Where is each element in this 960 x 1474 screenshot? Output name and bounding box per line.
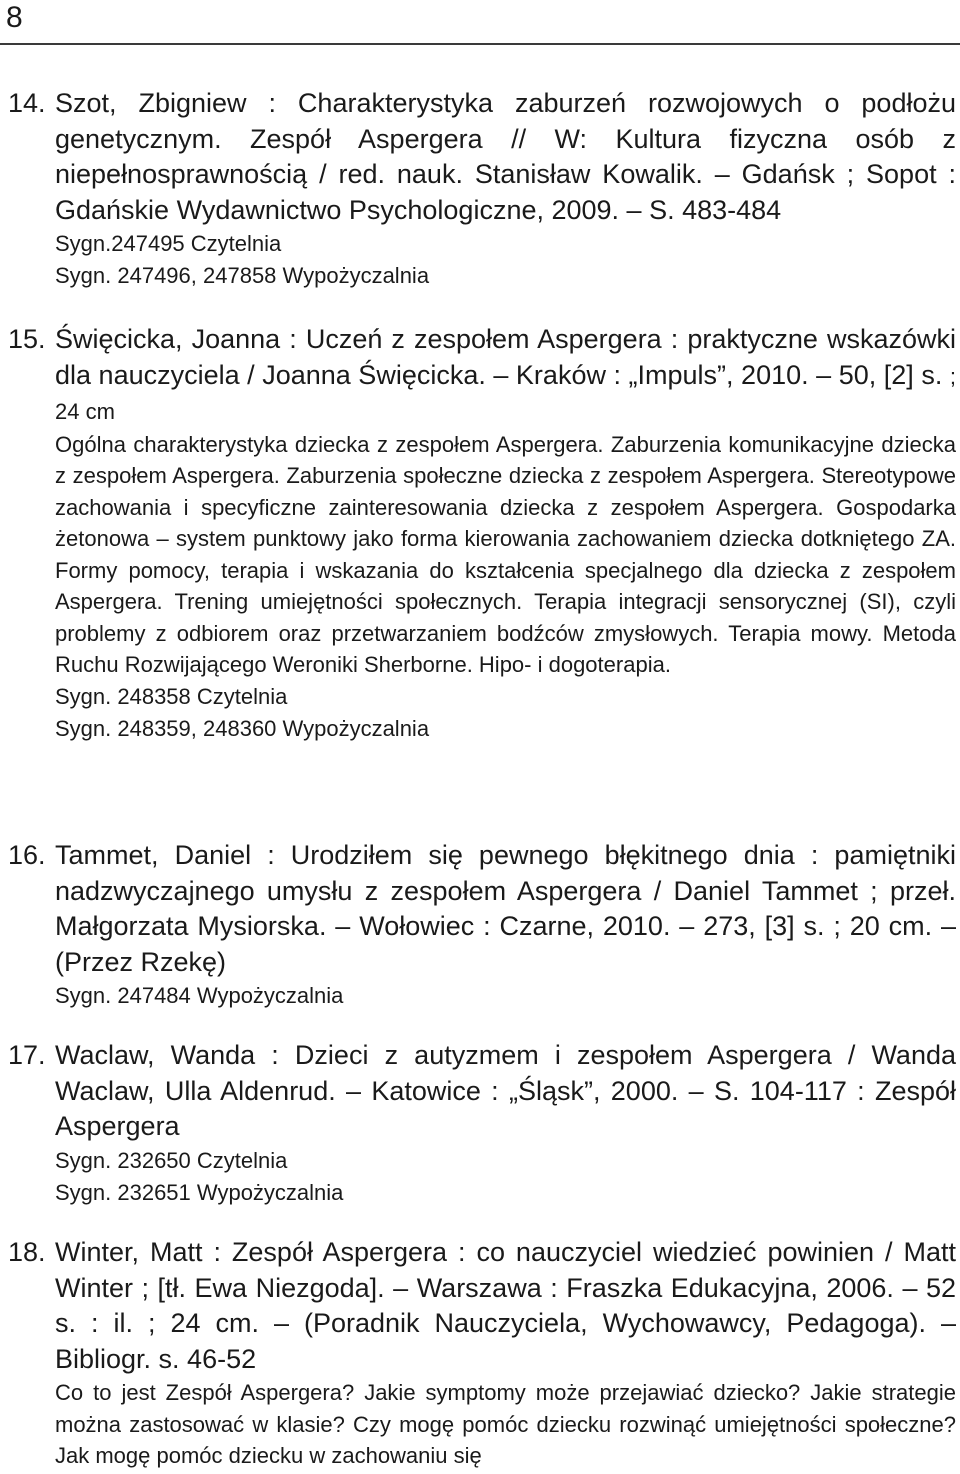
bibliography-entry-16 <box>8 838 956 1012</box>
entry-citation: Winter, Matt : Zespół Aspergera : co nauczyciel wiedzieć powinien / Matt Winter ; [tł. Ewa Niezgoda]. – Warszawa : Fraszka Edukacyjna, 2006. – 52 s. : il. ; 24 cm. – (Poradnik Nauczyciela, Wychowawcy, Pedagoga). – Bibliogr. s. 46-52 <box>55 1237 956 1374</box>
call-number: Sygn. 248358 Czytelnia <box>55 683 288 709</box>
call-number: Sygn. 248359, 248360 Wypożyczalnia <box>55 715 430 741</box>
citation-tail: ; 24 cm <box>55 363 956 424</box>
header-rule <box>0 43 960 45</box>
citation-text: Święcicka, Joanna : Uczeń z zespołem Aspergera : praktyczne wskazówki dla nauczyciela / Joanna Święcicka. – Kraków : „Impuls”, 2010. – 50, [2] s. <box>55 324 956 390</box>
entry-citation: Szot, Zbigniew : Charakterystyka zaburzeń rozwojowych o podłożu genetycznym. Zespół Aspergera // W: Kultura fizyczna osób z niepełnosprawnością / red. nauk. Stanisław Kowalik. – Gdańsk ; Sopot : Gdańskie Wydawnictwo Psychologiczne, 2009. – S. 483-484 <box>55 88 956 225</box>
entry-citation: Waclaw, Wanda : Dzieci z autyzmem i zespołem Aspergera / Wanda Waclaw, Ulla Aldenrud. – Katowice : „Śląsk”, 2000. – S. 104-117 : Zespół Aspergera <box>55 1040 956 1141</box>
bibliography-entry-14 <box>8 86 956 292</box>
call-number: Sygn. 247496, 247858 Wypożyczalnia <box>55 263 430 288</box>
entry-number: 16. <box>8 840 46 870</box>
bibliography-entry-17 <box>8 1038 956 1209</box>
bibliography-entry-18 <box>8 1235 956 1472</box>
entry-description: Ogólna charakterystyka dziecka z zespołem Aspergera. Zaburzenia komunikacyjne dziecka z zespołem Aspergera. Zaburzenia społeczne dziecka z zespołem Aspergera. Stereotypowe zachowania i specyficzne zainteresowania dziecka z zespołem Aspergera. Gospodarka żetonowa – system punktowy jako forma kierowania zachowaniem dziecka dotkniętego ZA. Formy pomocy, terapia i wskazania do kształcenia specjalnego dla dziecka z zespołem Aspergera. Trening umiejętności społecznych. Terapia integracji sensorycznej (SI), czyli problemy z odbiorem oraz przetwarzaniem bodźców zmysłowych. Terapia mowy. Metoda Ruchu Rozwijającego Weroniki Sherborne. Hipo- i dogoterapia. <box>55 431 956 677</box>
entry-description: Co to jest Zespół Aspergera? Jakie symptomy może przejawiać dziecko? Jakie strategie można zastosować w klasie? Czy mogę pomóc dziecku rozwinąć umiejętności społeczne? Jak mogę pomóc dziecku w zachowaniu się <box>55 1380 956 1468</box>
call-number: Sygn.247495 Czytelnia <box>55 231 282 256</box>
entry-number: 17. <box>8 1040 46 1070</box>
call-number: Sygn. 232650 Czytelnia <box>55 1147 288 1173</box>
entry-citation <box>55 322 956 429</box>
call-number: Sygn. 232651 Wypożyczalnia <box>55 1179 344 1205</box>
entry-citation: Tammet, Daniel : Urodziłem się pewnego błękitnego dnia : pamiętniki nadzwyczajnego umysłu z zespołem Aspergera / Daniel Tammet ; przeł. Małgorzata Mysiorska. – Wołowiec : Czarne, 2010. – 273, [3] s. ; 20 cm. – (Przez Rzekę) <box>55 840 956 977</box>
page-number: 8 <box>6 1 23 34</box>
bibliography-entry-15 <box>8 322 956 745</box>
entry-number: 14. <box>8 88 46 118</box>
call-number: Sygn. 247484 Wypożyczalnia <box>55 983 344 1008</box>
entry-number: 15. <box>8 324 46 354</box>
entry-number: 18. <box>8 1237 46 1267</box>
